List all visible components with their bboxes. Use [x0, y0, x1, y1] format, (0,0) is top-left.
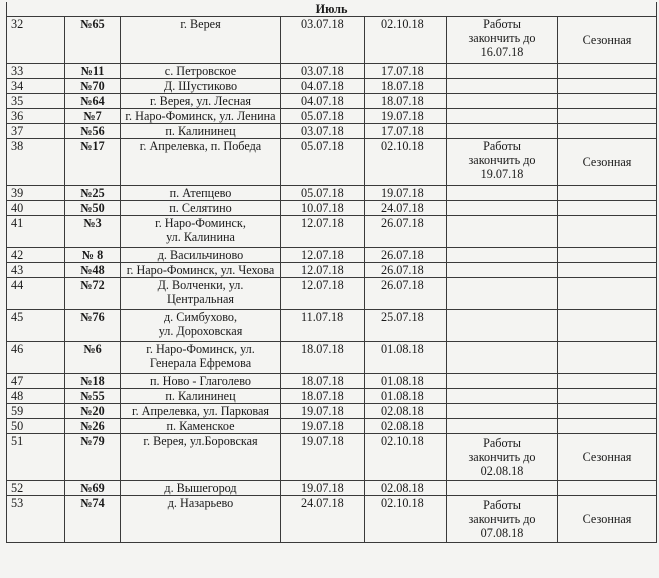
start-date: 18.07.18 [281, 342, 365, 374]
end-date: 02.10.18 [365, 17, 447, 64]
season-type [558, 201, 657, 216]
end-date: 17.07.18 [365, 124, 447, 139]
row-number: 40 [7, 201, 65, 216]
object-number: №7 [65, 109, 121, 124]
season-type [558, 419, 657, 434]
row-number: 36 [7, 109, 65, 124]
deadline-note [447, 124, 558, 139]
season-type: Сезонная [558, 434, 657, 481]
object-number: № 8 [65, 248, 121, 263]
season-type [558, 94, 657, 109]
deadline-note [447, 64, 558, 79]
row-number: 34 [7, 79, 65, 94]
season-type [558, 310, 657, 342]
table-row [7, 139, 657, 186]
season-type [558, 278, 657, 310]
address-line: г. Наро-Фоминск, ул. Ленина [125, 109, 276, 123]
object-number: №74 [65, 496, 121, 543]
deadline-note-line: закончить до [468, 450, 536, 464]
deadline-note [447, 419, 558, 434]
table-row [7, 17, 657, 64]
address-line: д. Васильчиново [157, 248, 244, 262]
address [121, 389, 281, 404]
address [121, 79, 281, 94]
end-date: 01.08.18 [365, 374, 447, 389]
table-row [7, 278, 657, 310]
address [121, 216, 281, 248]
row-number: 48 [7, 389, 65, 404]
table-row [7, 216, 657, 248]
address [121, 342, 281, 374]
deadline-note-line: Работы [483, 17, 521, 31]
row-number: 38 [7, 139, 65, 186]
end-date: 24.07.18 [365, 201, 447, 216]
deadline-note-line: Работы [483, 498, 521, 512]
object-number: №26 [65, 419, 121, 434]
table-row [7, 389, 657, 404]
table-row [7, 404, 657, 419]
end-date: 19.07.18 [365, 109, 447, 124]
table-row [7, 481, 657, 496]
address-line: г. Верея, ул.Боровская [143, 434, 258, 448]
table-row [7, 94, 657, 109]
end-date: 26.07.18 [365, 263, 447, 278]
deadline-note-line: 02.08.18 [480, 464, 524, 478]
table-row [7, 109, 657, 124]
object-number: №56 [65, 124, 121, 139]
address-line: г. Наро-Фоминск, ул. [146, 342, 255, 356]
end-date: 26.07.18 [365, 248, 447, 263]
deadline-note [447, 404, 558, 419]
table-row [7, 201, 657, 216]
deadline-note [447, 139, 558, 186]
address [121, 278, 281, 310]
start-date: 12.07.18 [281, 216, 365, 248]
row-number: 39 [7, 186, 65, 201]
row-number: 43 [7, 263, 65, 278]
season-type [558, 124, 657, 139]
address-line: п. Калининец [165, 389, 236, 403]
table-row [7, 419, 657, 434]
address-line: п. Селятино [169, 201, 232, 215]
row-number: 42 [7, 248, 65, 263]
deadline-note [447, 389, 558, 404]
deadline-note [447, 94, 558, 109]
start-date: 18.07.18 [281, 374, 365, 389]
deadline-note-line: закончить до [468, 153, 536, 167]
table-row [7, 310, 657, 342]
address-line: ул. Калинина [166, 230, 235, 244]
address-line: Д. Шустиково [163, 79, 238, 93]
address-line: Генерала Ефремова [149, 356, 252, 370]
start-date: 05.07.18 [281, 109, 365, 124]
address [121, 64, 281, 79]
address [121, 404, 281, 419]
deadline-note [447, 278, 558, 310]
deadline-note [447, 481, 558, 496]
address [121, 419, 281, 434]
row-number: 53 [7, 496, 65, 543]
object-number: №76 [65, 310, 121, 342]
table-row [7, 263, 657, 278]
row-number: 50 [7, 419, 65, 434]
season-type: Сезонная [558, 496, 657, 543]
start-date: 04.07.18 [281, 94, 365, 109]
season-type [558, 109, 657, 124]
end-date: 18.07.18 [365, 94, 447, 109]
row-number: 46 [7, 342, 65, 374]
season-type [558, 374, 657, 389]
season-type: Сезонная [558, 139, 657, 186]
deadline-note [447, 374, 558, 389]
season-type [558, 342, 657, 374]
table-row [7, 79, 657, 94]
table-row [7, 342, 657, 374]
address [121, 263, 281, 278]
address [121, 186, 281, 201]
row-number: 45 [7, 310, 65, 342]
start-date: 04.07.18 [281, 79, 365, 94]
row-number: 32 [7, 17, 65, 64]
deadline-note [447, 342, 558, 374]
deadline-note [447, 186, 558, 201]
season-type [558, 263, 657, 278]
address-line: п. Каменское [166, 419, 235, 433]
object-number: №69 [65, 481, 121, 496]
object-number: №50 [65, 201, 121, 216]
address-line: с. Петровское [164, 64, 237, 78]
month-header: Июль [7, 2, 657, 17]
row-number: 51 [7, 434, 65, 481]
deadline-note-line: 07.08.18 [480, 526, 524, 540]
address-line: д. Вышегород [164, 481, 237, 495]
address-line: д. Назарьево [167, 496, 234, 510]
object-number: №17 [65, 139, 121, 186]
end-date: 02.10.18 [365, 434, 447, 481]
season-type [558, 216, 657, 248]
end-date: 02.10.18 [365, 139, 447, 186]
season-type [558, 248, 657, 263]
object-number: №55 [65, 389, 121, 404]
address [121, 248, 281, 263]
address [121, 109, 281, 124]
address [121, 310, 281, 342]
address-line: г. Наро-Фоминск, ул. Чехова [126, 263, 275, 277]
start-date: 11.07.18 [281, 310, 365, 342]
deadline-note-line: Работы [483, 436, 521, 450]
address-line: Центральная [167, 292, 234, 306]
table-row [7, 64, 657, 79]
start-date: 12.07.18 [281, 278, 365, 310]
object-number: №70 [65, 79, 121, 94]
end-date: 01.08.18 [365, 389, 447, 404]
address-line: д. Симбухово, [163, 310, 238, 324]
start-date: 19.07.18 [281, 434, 365, 481]
address-line: г. Верея [180, 17, 221, 31]
address [121, 139, 281, 186]
address [121, 124, 281, 139]
end-date: 19.07.18 [365, 186, 447, 201]
season-type [558, 79, 657, 94]
start-date: 18.07.18 [281, 389, 365, 404]
address [121, 481, 281, 496]
end-date: 17.07.18 [365, 64, 447, 79]
object-number: №20 [65, 404, 121, 419]
object-number: №11 [65, 64, 121, 79]
object-number: №64 [65, 94, 121, 109]
deadline-note [447, 263, 558, 278]
table-row [7, 374, 657, 389]
start-date: 19.07.18 [281, 419, 365, 434]
address [121, 496, 281, 543]
deadline-note [447, 201, 558, 216]
end-date: 01.08.18 [365, 342, 447, 374]
address [121, 434, 281, 481]
object-number: №72 [65, 278, 121, 310]
object-number: №65 [65, 17, 121, 64]
deadline-note [447, 17, 558, 64]
schedule-table [6, 2, 657, 543]
deadline-note [447, 248, 558, 263]
address [121, 201, 281, 216]
address-line: г. Апрелевка, п. Победа [139, 139, 262, 153]
start-date: 12.07.18 [281, 248, 365, 263]
row-number: 52 [7, 481, 65, 496]
season-type [558, 481, 657, 496]
end-date: 02.08.18 [365, 404, 447, 419]
address-line: Д. Волченки, ул. [157, 278, 244, 292]
row-number: 44 [7, 278, 65, 310]
start-date: 03.07.18 [281, 124, 365, 139]
deadline-note [447, 216, 558, 248]
end-date: 26.07.18 [365, 216, 447, 248]
end-date: 02.10.18 [365, 496, 447, 543]
address-line: г. Верея, ул. Лесная [149, 94, 252, 108]
deadline-note-line: закончить до [468, 31, 536, 45]
address-line: п. Атепцево [169, 186, 232, 200]
object-number: №18 [65, 374, 121, 389]
start-date: 03.07.18 [281, 64, 365, 79]
address [121, 17, 281, 64]
object-number: №79 [65, 434, 121, 481]
deadline-note-line: 19.07.18 [480, 167, 524, 181]
address-line: п. Ново - Глаголево [150, 374, 251, 388]
row-number: 41 [7, 216, 65, 248]
deadline-note [447, 79, 558, 94]
month-header-row [7, 2, 657, 17]
table-row [7, 186, 657, 201]
start-date: 05.07.18 [281, 139, 365, 186]
start-date: 12.07.18 [281, 263, 365, 278]
row-number: 47 [7, 374, 65, 389]
start-date: 03.07.18 [281, 17, 365, 64]
deadline-note [447, 310, 558, 342]
address-line: ул. Дороховская [158, 324, 243, 338]
deadline-note [447, 434, 558, 481]
start-date: 19.07.18 [281, 404, 365, 419]
row-number: 33 [7, 64, 65, 79]
table-row [7, 496, 657, 543]
season-type [558, 186, 657, 201]
end-date: 18.07.18 [365, 79, 447, 94]
row-number: 59 [7, 404, 65, 419]
address-line: п. Калининец [165, 124, 236, 138]
address-line: г. Апрелевка, ул. Парковая [131, 404, 270, 418]
season-type [558, 389, 657, 404]
address [121, 94, 281, 109]
start-date: 05.07.18 [281, 186, 365, 201]
deadline-note [447, 109, 558, 124]
table-row [7, 434, 657, 481]
season-type: Сезонная [558, 17, 657, 64]
deadline-note-line: Работы [483, 139, 521, 153]
deadline-note [447, 496, 558, 543]
address [121, 374, 281, 389]
end-date: 02.08.18 [365, 481, 447, 496]
deadline-note-line: закончить до [468, 512, 536, 526]
object-number: №6 [65, 342, 121, 374]
season-type [558, 64, 657, 79]
deadline-note-line: 16.07.18 [480, 45, 524, 59]
end-date: 25.07.18 [365, 310, 447, 342]
table-row [7, 124, 657, 139]
address-line: г. Наро-Фоминск, [155, 216, 246, 230]
start-date: 10.07.18 [281, 201, 365, 216]
object-number: №25 [65, 186, 121, 201]
row-number: 35 [7, 94, 65, 109]
start-date: 24.07.18 [281, 496, 365, 543]
table-row [7, 248, 657, 263]
object-number: №3 [65, 216, 121, 248]
end-date: 26.07.18 [365, 278, 447, 310]
end-date: 02.08.18 [365, 419, 447, 434]
season-type [558, 404, 657, 419]
row-number: 37 [7, 124, 65, 139]
object-number: №48 [65, 263, 121, 278]
start-date: 19.07.18 [281, 481, 365, 496]
